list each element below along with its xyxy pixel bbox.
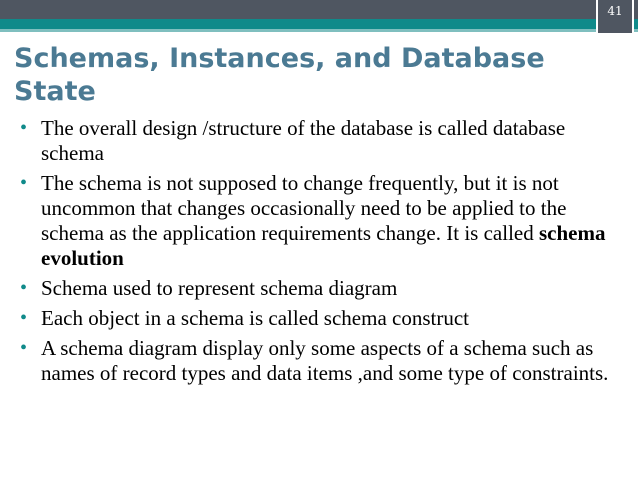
bullet-text: The overall design /structure of the database is called database schema (41, 116, 566, 165)
bullet-marker: • (20, 337, 28, 359)
bullet-marker: • (20, 172, 28, 194)
bullet-text: A schema diagram display only some aspects of a schema such as names of record types and data items ,and some type of constraints. (41, 336, 609, 385)
slide-title: Schemas, Instances, and Database State (14, 43, 545, 107)
bullet-item (17, 116, 617, 166)
top-bar (0, 0, 638, 19)
bullet-text: Schema used to represent schema diagram (41, 276, 398, 300)
slide-number-box (596, 0, 634, 33)
bullet-item (17, 276, 617, 301)
bullet-marker: • (20, 277, 28, 299)
slide-number: 41 (607, 4, 623, 18)
bullet-marker: • (20, 307, 28, 329)
accent-band (0, 19, 638, 29)
bullet-marker: • (20, 117, 28, 139)
bullet-list (17, 116, 617, 391)
bullet-item (17, 306, 617, 331)
bullet-text: The schema is not supposed to change frequently, but it is not uncommon that changes occasionally need to be applied to the schema as the application requirements change. It is called (41, 171, 567, 245)
bullet-item (17, 336, 617, 386)
bullet-text: Each object in a schema is called schema construct (41, 306, 469, 330)
bullet-item (17, 171, 617, 271)
accent-band-light (0, 29, 638, 32)
bold-term: schema evolution (41, 221, 606, 270)
